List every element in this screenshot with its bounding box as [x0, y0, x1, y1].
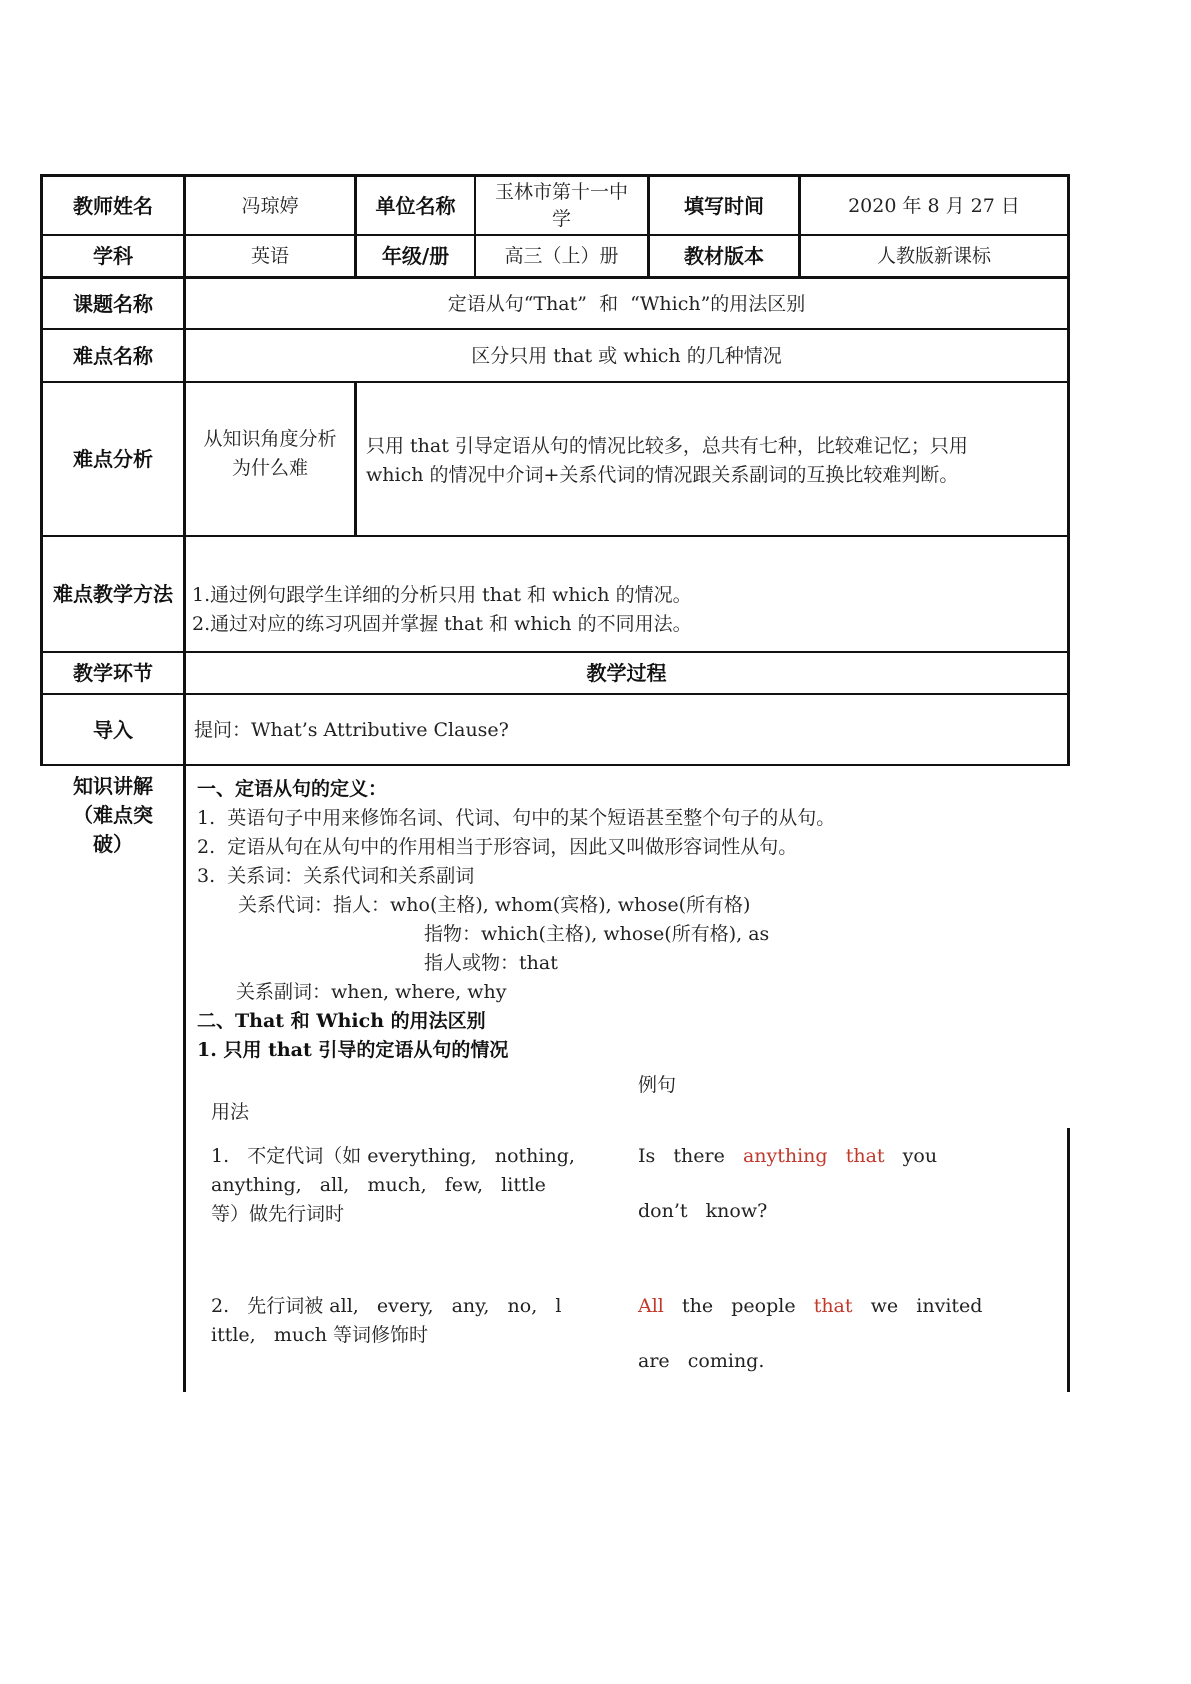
topic-value: 定语从句“That” 和 “Which”的用法区别	[447, 292, 806, 315]
analysis-label: 难点分析	[73, 447, 153, 471]
subject-label: 学科	[93, 244, 133, 268]
edition: 人教版新课标	[876, 245, 991, 267]
row-divider	[40, 535, 1070, 537]
difficulty-label: 难点名称	[73, 343, 153, 368]
method-line2: 2.通过对应的练习巩固并掌握 that 和 which 的不同用法。	[192, 613, 692, 635]
row-divider	[40, 381, 1070, 383]
teacher-name: 冯琼婷	[241, 194, 299, 217]
rule2-example-line2: are coming.	[638, 1350, 765, 1372]
teacher-label: 教师姓名	[73, 193, 153, 218]
row-divider	[40, 693, 1070, 695]
section1-item2: 2. 定语从句在从句中的作用相当于形容词，因此又叫做形容词性从句。	[197, 836, 798, 858]
analysis-text-line1: 只用 that 引导定语从句的情况比较多，总共有七种，比较难记忆；只用	[366, 435, 968, 457]
rule1-example-highlight: anything that	[742, 1145, 885, 1167]
relative-adverbs: 关系副词：when, where, why	[236, 981, 507, 1003]
rule2-example-line1	[638, 1291, 982, 1322]
usage-column-header: 用法	[211, 1101, 250, 1123]
section2-title: 二、That 和 Which 的用法区别	[197, 1010, 486, 1032]
rule2-usage-line2: ittle, much 等词修饰时	[211, 1324, 428, 1346]
rule1-example-text: you	[884, 1145, 938, 1167]
table-border-right	[1067, 1128, 1070, 1392]
section1-item3: 3. 关系词：关系代词和关系副词	[197, 865, 475, 887]
unit-name	[476, 177, 647, 234]
rule2-example-text: the people	[663, 1295, 814, 1317]
relative-pronouns-person: 关系代词：指人：who(主格), whom(宾格), whose(所有格)	[238, 894, 751, 916]
example-column-header: 例句	[638, 1074, 677, 1096]
col-divider	[354, 381, 357, 537]
rule1-usage-line1: 1. 不定代词（如 everything, nothing,	[211, 1145, 575, 1167]
unit-name-line1: 玉林市第十一中	[494, 180, 628, 203]
subject: 英语	[250, 245, 289, 267]
rule2-example-highlight: All	[638, 1295, 664, 1317]
section2-subtitle: 1. 只用 that 引导的定语从句的情况	[197, 1039, 509, 1061]
row-divider	[40, 764, 1070, 766]
relative-pronouns-both: 指人或物：that	[424, 952, 558, 974]
intro-question: 提问：What’s Attributive Clause?	[194, 719, 509, 741]
rule2-example-text: we invited	[852, 1295, 983, 1317]
process-title: 教学过程	[586, 661, 667, 685]
rule1-usage-line3: 等）做先行词时	[211, 1203, 345, 1225]
knowledge-label-line2: （难点突	[73, 803, 153, 827]
section1-item1: 1. 英语句子中用来修饰名词、代词、句中的某个短语甚至整个句子的从句。	[197, 807, 836, 829]
fill-date: 2020 年 8 月 27 日	[848, 194, 1020, 217]
date-label: 填写时间	[684, 193, 764, 218]
difficulty-value: 区分只用 that 或 which 的几种情况	[471, 344, 782, 367]
rule2-example-highlight: that	[813, 1295, 853, 1317]
topic-label: 课题名称	[73, 291, 153, 316]
knowledge-label-line1: 知识讲解	[73, 774, 153, 798]
knowledge-label	[43, 772, 183, 862]
analysis-text-line2: which 的情况中介词+关系代词的情况跟关系副词的互换比较难判断。	[366, 464, 959, 486]
analysis-sublabel-line1: 从知识角度分析	[203, 428, 337, 450]
analysis-sublabel	[186, 425, 354, 495]
unit-label: 单位名称	[375, 193, 456, 218]
process-label: 教学环节	[73, 661, 153, 685]
unit-name-line2: 学	[551, 207, 571, 230]
table-border-right	[1067, 174, 1070, 766]
edition-label: 教材版本	[684, 244, 764, 268]
rule2-usage-line1: 2. 先行词被 all, every, any, no, l	[211, 1295, 562, 1317]
section1-title: 一、定语从句的定义：	[197, 778, 388, 800]
relative-pronouns-thing: 指物：which(主格), whose(所有格), as	[424, 923, 770, 945]
method-line1: 1.通过例句跟学生详细的分析只用 that 和 which 的情况。	[192, 584, 692, 606]
intro-label: 导入	[93, 717, 133, 742]
rule1-example-text: Is there	[638, 1145, 743, 1167]
grade-label: 年级/册	[381, 244, 450, 268]
grade: 高三（上）册	[504, 245, 619, 267]
analysis-sublabel-line2: 为什么难	[231, 457, 308, 479]
knowledge-label-line3: 破）	[93, 832, 133, 856]
rule1-usage-line2: anything, all, much, few, little	[211, 1174, 546, 1196]
rule1-example-line2: don’t know?	[638, 1200, 768, 1222]
rule1-example-line1	[638, 1141, 937, 1172]
method-label: 难点教学方法	[53, 582, 173, 606]
